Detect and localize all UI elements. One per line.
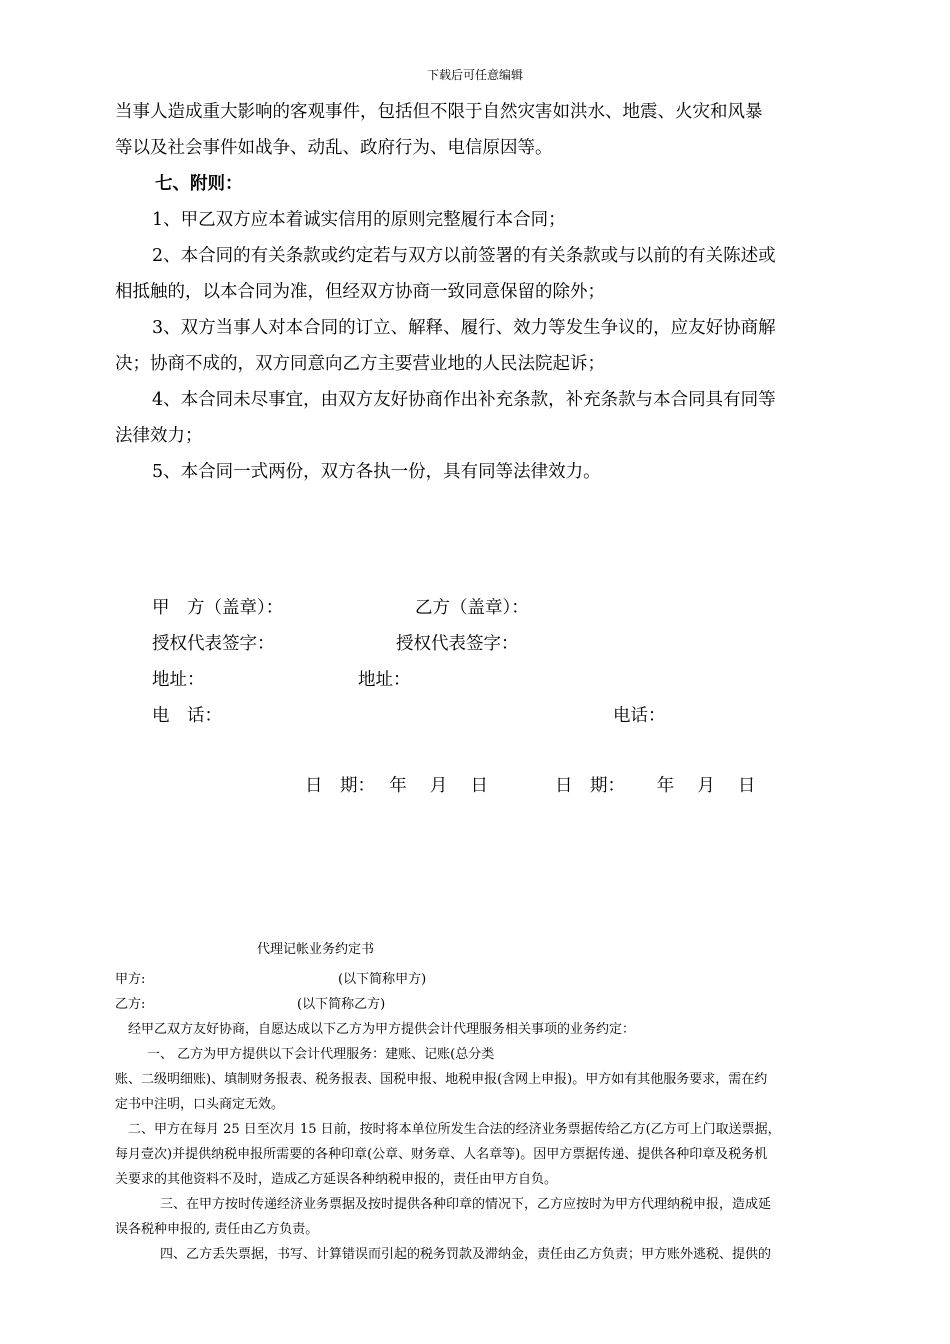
- party-a-note: (以下简称甲方): [338, 972, 427, 987]
- clause-2: 2、本合同的有关条款或约定若与双方以前签署的有关条款或与以前的有关陈述或: [152, 246, 776, 266]
- paragraph-line: 等以及社会事件如战争、动乱、政府行为、电信原因等。: [115, 138, 553, 158]
- item-4: 四、乙方丢失票据，书写、计算错误而引起的税务罚款及滞纳金，责任由乙方负责；甲方账外逃税、提供的: [160, 1247, 772, 1262]
- page-header: 下载后可任意编辑: [426, 68, 523, 82]
- clause-2-cont: 相抵触的，以本合同为准，但经双方协商一致同意保留的除外；: [115, 282, 605, 302]
- paragraph-line: 当事人造成重大影响的客观事件，包括但不限于自然灾害如洪水、地震、火灾和风暴: [115, 102, 763, 122]
- item-2-cont: 每月壹次)并提供纳税申报所需要的各种印章(公章、财务章、人名章等)。因甲方票据传递、提供各种印章及税务机: [115, 1147, 768, 1162]
- item-2-cont: 关要求的其他资料不及时，造成乙方延误各种纳税申报的，责任由甲方自负。: [115, 1172, 558, 1187]
- party-b-rep-label: 授权代表签字：: [396, 634, 519, 654]
- item-1-cont: 账、二级明细账)、填制财务报表、税务报表、国税申报、地税申报(含网上申报)。甲方如有其他服务要求，需在约: [115, 1072, 768, 1087]
- party-b-date-label: 日 期： 年 月 日: [555, 776, 756, 796]
- party-a-date-label: 日 期： 年 月 日: [305, 776, 488, 796]
- agreement-intro: 经甲乙双方友好协商，自愿达成以下乙方为甲方提供会计代理服务相关事项的业务约定：: [128, 1022, 636, 1037]
- item-3: 三、在甲方按时传递经济业务票据及按时提供各种印章的情况下，乙方应按时为甲方代理纳税申报，造成延: [160, 1197, 772, 1212]
- agreement-title: 代理记帐业务约定书: [257, 942, 375, 957]
- party-b-label: 乙方:: [115, 997, 146, 1012]
- clause-4-cont: 法律效力；: [115, 426, 203, 446]
- item-3-cont: 误各税种申报的, 责任由乙方负责。: [115, 1222, 319, 1237]
- clause-5: 5、本合同一式两份，双方各执一份，具有同等法律效力。: [152, 462, 601, 482]
- party-a-phone-label: 电 话：: [152, 706, 222, 726]
- item-1-cont: 定书中注明，口头商定无效。: [115, 1097, 285, 1112]
- clause-3: 3、双方当事人对本合同的订立、解释、履行、效力等发生争议的，应友好协商解: [152, 318, 776, 338]
- party-b-address-label: 地址：: [358, 670, 411, 690]
- party-a-label: 甲方:: [115, 972, 146, 987]
- party-a-rep-label: 授权代表签字：: [152, 634, 275, 654]
- clause-3-cont: 决；协商不成的，双方同意向乙方主要营业地的人民法院起诉；: [115, 354, 605, 374]
- party-b-seal-label: 乙方（盖章）：: [415, 598, 529, 618]
- section-heading: 七、附则：: [155, 174, 243, 194]
- clause-4: 4、本合同未尽事宜，由双方友好协商作出补充条款，补充条款与本合同具有同等: [152, 390, 776, 410]
- party-a-address-label: 地址：: [152, 670, 205, 690]
- item-1: 一、 乙方为甲方提供以下会计代理服务：建账、记账(总分类: [147, 1047, 495, 1062]
- party-a-seal-label: 甲 方（盖章）：: [152, 598, 284, 618]
- party-b-note: (以下简称乙方): [297, 997, 386, 1012]
- party-b-phone-label: 电话：: [613, 706, 666, 726]
- clause-1: 1、甲乙双方应本着诚实信用的原则完整履行本合同；: [152, 210, 566, 230]
- item-2: 二、甲方在每月 25 日至次月 15 日前，按时将本单位所发生合法的经济业务票据传给乙方(乙方可上门取送票据，: [128, 1122, 781, 1137]
